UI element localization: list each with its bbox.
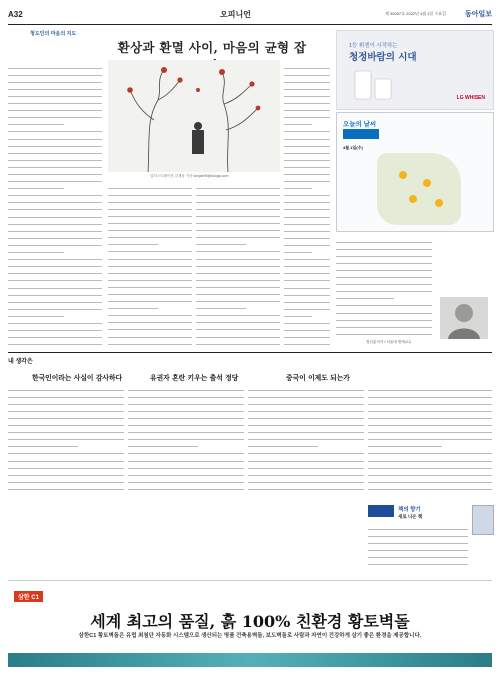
text-line <box>8 133 102 140</box>
text-line <box>368 441 442 448</box>
text-line <box>284 246 312 253</box>
text-line <box>368 544 468 551</box>
text-line <box>196 331 280 338</box>
text-line <box>128 462 244 469</box>
text-line <box>8 204 102 211</box>
text-line <box>108 196 192 203</box>
text-line <box>368 455 492 462</box>
text-line <box>196 203 280 210</box>
text-line <box>196 281 280 288</box>
text-line <box>284 303 330 310</box>
text-line <box>284 197 330 204</box>
text-line <box>108 210 192 217</box>
text-line <box>196 253 280 260</box>
text-line <box>368 476 492 483</box>
text-line <box>128 405 244 412</box>
text-line <box>284 296 330 303</box>
text-line <box>8 211 102 218</box>
column-text-4 <box>284 62 330 346</box>
text-line <box>284 97 330 104</box>
text-line <box>196 225 280 232</box>
text-line <box>284 239 330 246</box>
text-line <box>248 427 364 434</box>
text-line <box>8 476 124 483</box>
ad-footer <box>8 671 492 681</box>
text-line <box>336 271 432 278</box>
column-headline: 환상과 환멸 사이, 마음의 균형 잡 <box>117 40 307 55</box>
text-line <box>196 210 280 217</box>
text-line <box>108 253 192 260</box>
photo-caption: 일러스트레이션 김재웅 기자 kimjae99@donga.com <box>150 174 229 178</box>
weather-date: 4월 1일(수) <box>343 145 363 150</box>
text-line <box>108 303 158 310</box>
text-line <box>248 476 364 483</box>
text-line <box>368 490 492 496</box>
text-line <box>336 328 432 335</box>
text-line <box>196 296 280 303</box>
text-line <box>128 455 244 462</box>
text-line <box>196 288 280 295</box>
text-line <box>108 317 192 324</box>
text-line <box>8 296 102 303</box>
text-line <box>108 239 158 246</box>
text-line <box>108 274 192 281</box>
text-line <box>336 335 432 336</box>
text-line <box>8 261 102 268</box>
text-line <box>336 250 432 257</box>
text-line <box>108 225 192 232</box>
weather-badge <box>343 129 379 139</box>
text-line <box>284 176 330 183</box>
text-line <box>284 211 330 218</box>
text-line <box>8 161 102 168</box>
text-line <box>108 189 192 196</box>
text-line <box>368 558 468 565</box>
text-line <box>196 324 280 331</box>
text-line <box>108 296 192 303</box>
text-line <box>8 332 102 339</box>
editorial-label: 내 생각은 <box>8 359 33 365</box>
text-line <box>128 427 244 434</box>
text-line <box>248 462 364 469</box>
text-line <box>368 523 468 530</box>
text-line <box>128 412 244 419</box>
text-line <box>8 197 102 204</box>
text-line <box>196 338 280 345</box>
text-line <box>284 268 330 275</box>
text-line <box>284 183 312 190</box>
text-line <box>8 225 102 232</box>
text-line <box>284 112 330 119</box>
column-text-1 <box>8 62 102 346</box>
paper-logo: 동아일보 <box>464 11 492 18</box>
text-line <box>368 462 492 469</box>
text-line <box>248 391 364 398</box>
text-line <box>128 469 244 476</box>
page-number: A32 <box>8 10 23 19</box>
text-line <box>8 83 102 90</box>
text-line <box>8 289 102 296</box>
editorial-text-1 <box>8 384 124 496</box>
text-line <box>128 448 244 455</box>
ad-title: 청정바람의 시대 <box>349 52 417 63</box>
text-line <box>8 268 102 275</box>
text-line <box>196 217 280 224</box>
text-line <box>336 300 432 307</box>
text-line <box>196 267 280 274</box>
text-line <box>368 483 492 490</box>
text-line <box>248 412 364 419</box>
ad-brand: LG WHISEN <box>456 95 485 101</box>
text-line <box>368 398 492 405</box>
text-line <box>8 469 124 476</box>
text-line <box>284 168 330 175</box>
text-line <box>8 310 64 317</box>
column-kicker: 청도인의 마음의 지도 <box>30 31 77 37</box>
text-line <box>284 126 330 133</box>
text-line <box>8 434 124 441</box>
text-line <box>336 264 432 271</box>
text-line <box>248 483 364 490</box>
samhan-advertisement[interactable] <box>8 580 492 685</box>
ad-photo-strip <box>8 653 492 667</box>
illustration-art <box>108 60 280 172</box>
text-line <box>336 314 432 321</box>
text-line <box>8 427 124 434</box>
text-line <box>196 189 280 196</box>
text-line <box>8 448 124 455</box>
text-line <box>368 434 492 441</box>
text-line <box>8 462 124 469</box>
text-line <box>8 339 102 346</box>
masthead <box>8 8 492 25</box>
text-line <box>128 476 244 483</box>
text-line <box>284 332 330 339</box>
text-line <box>128 384 244 391</box>
text-line <box>336 243 432 250</box>
text-line <box>8 154 102 161</box>
text-line <box>284 119 312 126</box>
text-line <box>128 441 198 448</box>
text-line <box>108 281 192 288</box>
text-line <box>108 345 192 346</box>
text-line <box>284 254 330 261</box>
text-line <box>8 455 124 462</box>
text-line <box>368 530 468 537</box>
text-line <box>336 279 432 286</box>
text-line <box>8 218 102 225</box>
text-line <box>8 405 124 412</box>
text-line <box>336 321 432 328</box>
text-line <box>128 398 244 405</box>
text-line <box>8 303 102 310</box>
text-line <box>196 345 280 346</box>
text-line <box>336 293 394 300</box>
text-line <box>8 282 102 289</box>
text-line <box>368 448 492 455</box>
text-line <box>108 324 192 331</box>
text-line <box>284 275 330 282</box>
text-line <box>8 119 64 126</box>
text-line <box>248 434 364 441</box>
text-line <box>8 412 124 419</box>
text-line <box>8 126 102 133</box>
text-line <box>108 246 192 253</box>
text-line <box>284 140 330 147</box>
text-line <box>108 288 192 295</box>
editorial-text-4 <box>368 384 492 496</box>
text-line <box>248 398 364 405</box>
text-line <box>196 260 280 267</box>
text-line <box>368 469 492 476</box>
text-line <box>128 434 244 441</box>
text-line <box>128 419 244 426</box>
person-icon <box>440 297 488 339</box>
text-line <box>8 275 102 282</box>
text-line <box>248 441 318 448</box>
text-line <box>284 62 330 69</box>
text-line <box>108 182 192 189</box>
book-icon <box>368 505 394 517</box>
text-line <box>8 324 102 331</box>
weather-box <box>336 112 494 232</box>
text-line <box>128 490 244 496</box>
ad-tagline: 1등 휘센이 시작하는 <box>349 43 398 49</box>
text-line <box>284 105 330 112</box>
text-line <box>368 427 492 434</box>
text-line <box>8 76 102 83</box>
text-line <box>368 405 492 412</box>
text-line <box>8 483 124 490</box>
text-line <box>196 182 280 189</box>
text-line <box>284 218 330 225</box>
text-line <box>108 260 192 267</box>
text-line <box>284 69 330 76</box>
book-text <box>368 523 468 567</box>
editorial-text-2 <box>128 384 244 496</box>
text-line <box>284 161 330 168</box>
text-line <box>8 90 102 97</box>
text-line <box>368 412 492 419</box>
text-line <box>108 338 192 345</box>
text-line <box>8 105 102 112</box>
weather-title: 오늘의 날씨 <box>343 121 377 128</box>
text-line <box>8 183 64 190</box>
text-line <box>284 76 330 83</box>
text-line <box>8 62 102 69</box>
text-line <box>8 97 102 104</box>
text-line <box>248 455 364 462</box>
text-line <box>8 246 64 253</box>
text-line <box>248 419 364 426</box>
text-line <box>196 303 246 310</box>
editorial-headline-3[interactable]: 중국이 이제도 되는가 <box>286 374 350 382</box>
column-text-2 <box>108 182 192 346</box>
text-line <box>368 551 468 558</box>
text-line <box>196 246 280 253</box>
text-line <box>336 286 432 293</box>
text-line <box>196 232 280 239</box>
text-line <box>128 391 244 398</box>
text-line <box>108 217 192 224</box>
weather-icons <box>393 165 453 215</box>
whisen-advertisement[interactable] <box>336 30 494 110</box>
text-line <box>8 391 124 398</box>
editorial-text-3 <box>248 384 364 496</box>
text-line <box>284 261 330 268</box>
text-line <box>8 441 78 448</box>
text-line <box>108 232 192 239</box>
text-line <box>8 147 102 154</box>
columnist-name: 정신분석가 / 서울대 명예교수 <box>366 340 412 344</box>
ad-headline: 세계 최고의 품질, 흙 100% 친환경 황토벽돌 <box>90 612 410 631</box>
text-line <box>284 204 330 211</box>
text-line <box>8 254 102 261</box>
book-label: 책의 향기 <box>398 507 421 513</box>
text-line <box>108 267 192 274</box>
text-line <box>284 154 330 161</box>
text-line <box>108 203 192 210</box>
text-line <box>284 190 330 197</box>
text-line <box>8 168 102 175</box>
text-line <box>284 310 312 317</box>
text-line <box>284 225 330 232</box>
text-line <box>8 398 124 405</box>
text-line <box>284 282 330 289</box>
text-line <box>336 307 432 314</box>
text-line <box>248 384 364 391</box>
section-title: 오피니언 <box>220 10 251 19</box>
text-line <box>368 419 492 426</box>
text-line <box>284 83 330 90</box>
text-line <box>284 339 330 346</box>
column-text-5 <box>336 236 432 336</box>
column-illustration <box>108 60 280 172</box>
text-line <box>336 257 432 264</box>
text-line <box>8 232 102 239</box>
text-line <box>284 133 330 140</box>
text-line <box>8 112 102 119</box>
new-book-box[interactable] <box>368 505 492 567</box>
issue-info: 제 30057호 2022년 4월 1일 수요일 <box>385 11 446 16</box>
text-line <box>248 490 364 496</box>
text-line <box>108 331 192 338</box>
air-conditioner-icon <box>353 69 393 101</box>
text-line <box>248 405 364 412</box>
text-line <box>8 384 124 391</box>
text-line <box>284 317 330 324</box>
editorial-headline-2[interactable]: 유권자 혼란 키우는 출석 정당 <box>150 374 239 382</box>
text-line <box>196 239 246 246</box>
book-title: 새로 나온 책 <box>398 514 423 519</box>
text-line <box>8 419 124 426</box>
text-line <box>196 317 280 324</box>
text-line <box>196 274 280 281</box>
editorial-headline-1[interactable]: 한국인이라는 사실이 감사하다 <box>32 374 123 382</box>
text-line <box>368 537 468 544</box>
text-line <box>108 310 192 317</box>
text-line <box>8 239 102 246</box>
text-line <box>8 69 102 76</box>
text-line <box>128 483 244 490</box>
text-line <box>8 140 102 147</box>
text-line <box>368 384 492 391</box>
text-line <box>196 310 280 317</box>
text-line <box>368 391 492 398</box>
text-line <box>284 324 330 331</box>
ad-logo: 삼한 C1 <box>14 591 43 602</box>
ad-subtitle: 삼한C1 황토벽돌은 유럽 최첨단 자동화 시스템으로 생산되는 명품 건축용벽돌, 보도벽돌로 사람과 자연이 건강하게 살기 좋은 환경을 제공합니다. <box>78 633 422 639</box>
text-line <box>284 147 330 154</box>
column-text-3 <box>196 182 280 346</box>
text-line <box>196 196 280 203</box>
text-line <box>8 490 124 496</box>
text-line <box>8 317 102 324</box>
text-line <box>368 566 468 567</box>
text-line <box>248 469 364 476</box>
text-line <box>284 232 330 239</box>
section-divider <box>8 352 492 353</box>
text-line <box>284 90 330 97</box>
book-cover <box>472 505 494 535</box>
text-line <box>336 236 432 243</box>
text-line <box>8 190 102 197</box>
columnist-portrait <box>440 297 488 339</box>
text-line <box>284 289 330 296</box>
text-line <box>8 176 102 183</box>
text-line <box>248 448 364 455</box>
